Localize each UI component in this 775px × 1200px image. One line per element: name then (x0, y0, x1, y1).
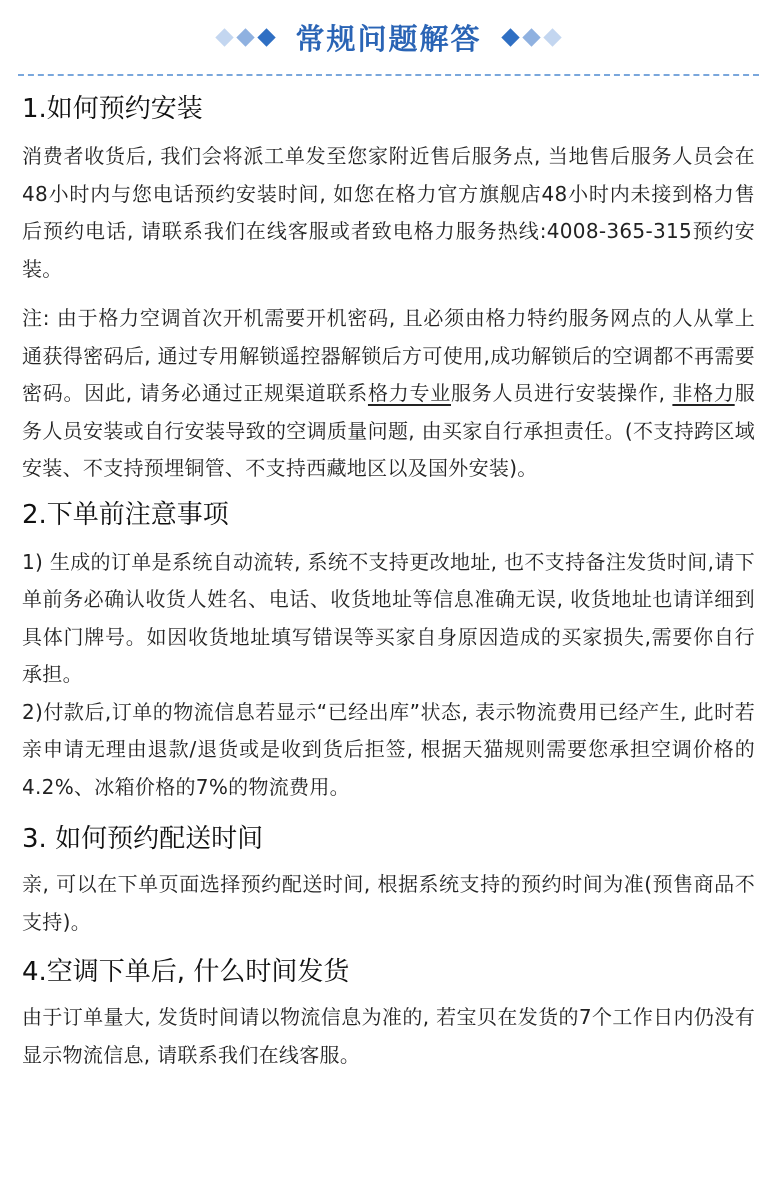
note-text: 服务人员安装或自行安装导致的空调质量问题, 由买家自行承担责任。(不支持跨区域安装、不支持预埋铜管、不支持西藏地区以及国外安装)。 (22, 381, 755, 480)
left-diamond-decoration (218, 31, 273, 44)
section-paragraph: 由于订单量大, 发货时间请以物流信息为准的, 若宝贝在发货的7个工作日内仍没有显示物流信息, 请联系我们在线客服。 (22, 1005, 755, 1067)
note-text: 注: 由于格力空调首次开机需要开机密码, 且必须由格力特约服务网点的人从掌上通获得密码后, 通过专用解锁遥控器解锁后方可使用,成功解锁后的空调都不再需要密码。因此, 请务必通过正规渠道联系 (22, 306, 755, 405)
note-text: 服务人员进行安装操作, (451, 381, 673, 405)
section-delivery-booking (22, 822, 755, 941)
faq-banner (18, 0, 759, 76)
section-install-booking (22, 92, 755, 488)
underlined-text: 非格力 (672, 381, 735, 405)
section-paragraph: 消费者收货后, 我们会将派工单发至您家附近售后服务点, 当地售后服务人员会在48小时内与您电话预约安装时间, 如您在格力官方旗舰店48小时内未接到格力售后预约电话, 请联系我们在线客服或者致电格力服务热线:4008-365-315预约安装。 (22, 144, 755, 281)
section-paragraph: 2)付款后,订单的物流信息若显示“已经出库”状态, 表示物流费用已经产生, 此时若亲申请无理由退款/退货或是收到货后拒签, 根据天猫规则需要您承担空调价格的4.2%、冰箱价格的7%的物流费用。 (22, 699, 755, 799)
section-order-notes (22, 498, 755, 807)
page-title: 常规问题解答 (295, 21, 482, 56)
section-title: 2.下单前注意事项 (22, 499, 229, 530)
diamond-icon (543, 28, 561, 46)
section-title: 3. 如何预约配送时间 (22, 824, 264, 854)
diamond-icon (258, 28, 276, 46)
diamond-icon (216, 28, 234, 46)
section-note-paragraph (22, 300, 755, 488)
section-paragraph: 亲, 可以在下单页面选择预约配送时间, 根据系统支持的预约时间为准(预售商品不支持)。 (22, 872, 755, 934)
section-title: 1.如何预约安装 (22, 94, 203, 124)
diamond-icon (237, 28, 255, 46)
section-paragraph: 1) 生成的订单是系统自动流转, 系统不支持更改地址, 也不支持备注发货时间,请下单前务必确认收货人姓名、电话、收货地址等信息准确无误, 收货地址也请详细到具体门牌号。如因收货地址填写错误等买家自身原因造成的买家损失,需要你自行承担。 (22, 549, 755, 686)
diamond-icon (522, 28, 540, 46)
diamond-icon (501, 28, 519, 46)
section-title: 4.空调下单后, 什么时间发货 (22, 957, 350, 987)
section-shipping-time (22, 955, 755, 1074)
underlined-text: 格力专业 (367, 381, 451, 405)
right-diamond-decoration (504, 31, 559, 44)
